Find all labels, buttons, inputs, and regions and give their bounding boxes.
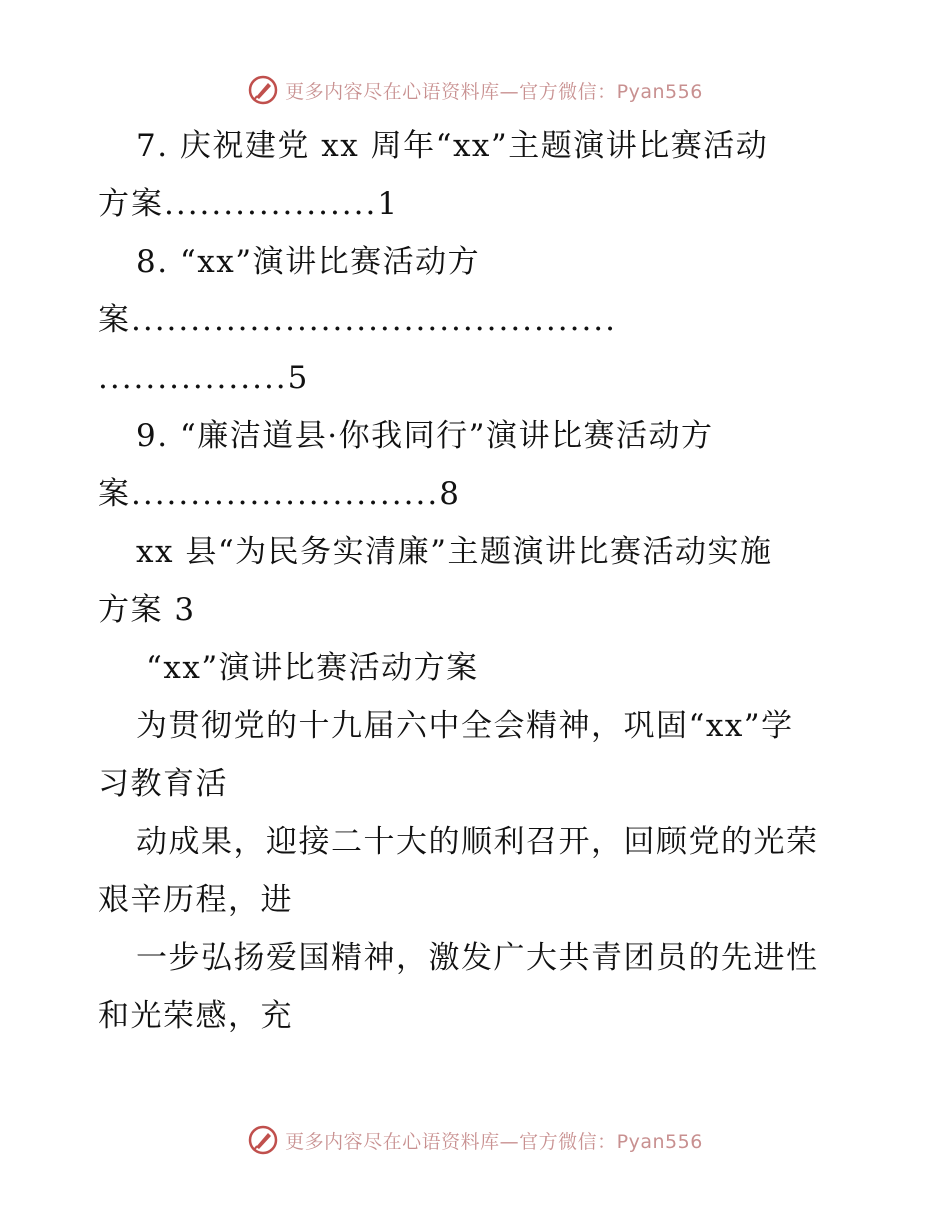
quill-pen-logo-icon	[247, 1124, 279, 1156]
footer-banner-text: 更多内容尽在心语资料库—官方微信：Pyan556	[285, 1130, 703, 1153]
toc-item-10-line2: 方案 3	[98, 592, 196, 628]
toc-item-10-line1: xx 县“为民务实清廉”主题演讲比赛活动实施	[136, 534, 773, 570]
toc-item-8-line2: 案.........................................	[98, 302, 618, 338]
quill-pen-logo-icon	[247, 74, 279, 106]
document-body	[98, 117, 858, 1045]
paragraph-line: 艰辛历程，进	[98, 882, 293, 918]
paragraph-line: 为贯彻党的十九届六中全会精神，巩固“xx”学	[136, 708, 794, 744]
toc-item-7-line1: 7. 庆祝建党 xx 周年“xx”主题演讲比赛活动	[136, 128, 769, 164]
paragraph-line: 一步弘扬爱国精神，激发广大共青团员的先进性	[136, 940, 819, 976]
toc-item-9-line2: 案..........................8	[98, 476, 461, 512]
header-banner	[0, 70, 950, 110]
toc-item-8-line3: ................5	[98, 360, 310, 396]
toc-item-9-line1: 9. “廉洁道县·你我同行”演讲比赛活动方	[136, 418, 714, 454]
toc-item-7-line2: 方案..................1	[98, 186, 400, 222]
header-banner-text: 更多内容尽在心语资料库—官方微信：Pyan556	[285, 80, 703, 103]
footer-banner	[0, 1120, 950, 1160]
toc-item-8-line1: 8. “xx”演讲比赛活动方	[136, 244, 481, 280]
paragraph-line: 习教育活	[98, 766, 228, 802]
paragraph-line: 和光荣感，充	[98, 998, 293, 1034]
paragraph-line: 动成果，迎接二十大的顺利召开，回顾党的光荣	[136, 824, 819, 860]
section-title: “xx”演讲比赛活动方案	[146, 650, 479, 686]
